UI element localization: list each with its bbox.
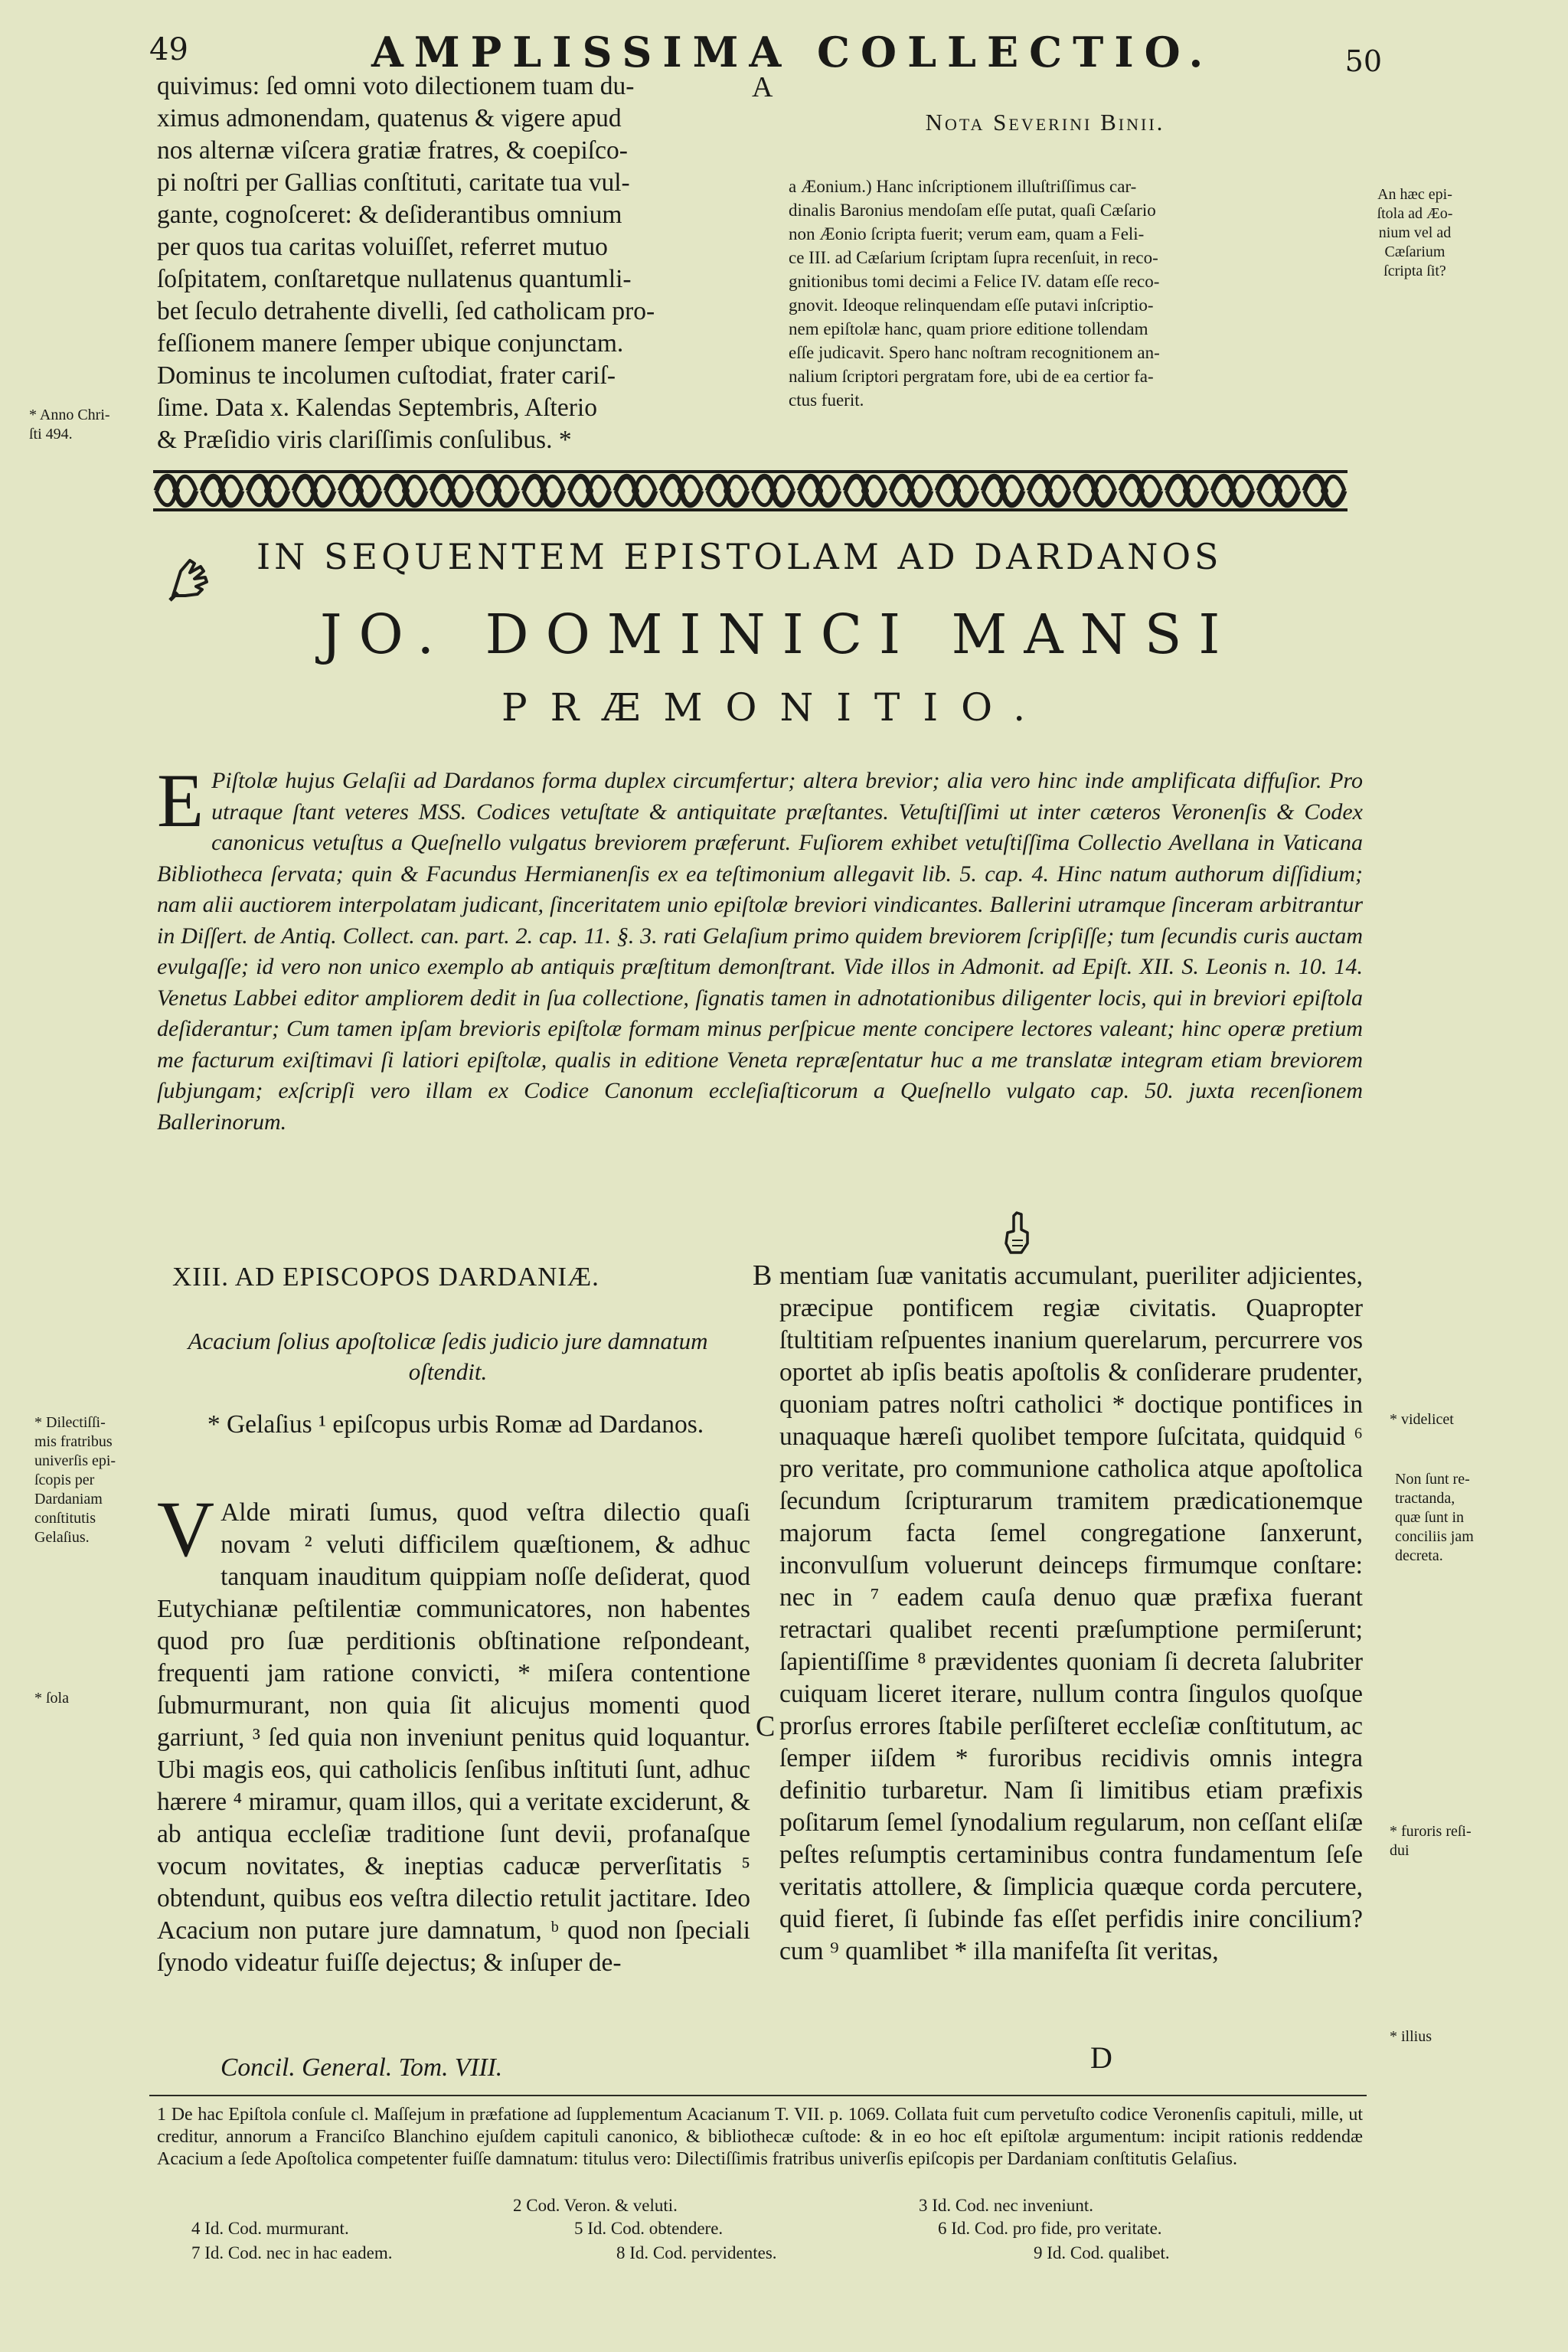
text-line: per quos tua caritas voluiſſet, referret mutuo (157, 233, 608, 261)
title-author: JO. DOMINICI MANSI (320, 603, 1237, 666)
margin-note-illius: * illius (1390, 2028, 1432, 2045)
margin-note-inscription: * Dilectiſſi- mis fratribus univerſis epi- ſcopis per Dardaniam conſtitutis Gelaſius. (34, 1414, 116, 1546)
margin-note-furoris: * furoris reſi- dui (1390, 1823, 1472, 1859)
margin-note-sola: * ſola (34, 1690, 69, 1707)
text-line: feſſionem manere ſemper ubique conjunctam. (157, 329, 624, 358)
hand-ornament-icon (1001, 1210, 1034, 1256)
margin-note-year: * Anno Chri- ſti 494. (29, 407, 110, 443)
text-line: ſoſpitatem, conſtaretque nullatenus quantumli- (157, 265, 632, 293)
ornament-pattern (153, 466, 1348, 516)
ornamental-border (153, 466, 1348, 516)
footnote-6: 6 Id. Cod. pro fide, pro veritate. (938, 2219, 1162, 2238)
nota-heading: Nota Severini Binii. (925, 109, 1165, 136)
footnote-list (168, 2196, 1348, 2272)
footnote-2: 2 Cod. Veron. & veluti. (513, 2196, 678, 2215)
footnote-4: 4 Id. Cod. murmurant. (191, 2219, 349, 2238)
text-line: ximus admonendam, quatenus & vigere apud (157, 104, 622, 132)
praemonitio-paragraph (157, 758, 1363, 1138)
footnote-rule (149, 2095, 1367, 2096)
margin-note-videlicet: * videlicet (1390, 1411, 1454, 1428)
nota-text: a Æonium.) Hanc inſcriptionem illuſtriſſimus car- dinalis Baronius mendoſam eſſe putat, quaſi Cæſario non Æonio ſcripta fuerit; verum eam, quam a Feli- ce III. ad Cæſarium ſcriptam ſupra recenſuit, in reco- gnitionibus tomi decimi a Felice IV. datam eſſe reco- gnovit. Ideoque relinquendam eſſe putavi inſcriptio- nem epiſtolæ hanc, quam priore editione tollendam eſſe judicavit. Spero hanc noſtram recognitionem an- nalium ſcriptori pergratam fore, ubi de ea certior fa- ctus fuerit. (789, 177, 1160, 410)
section-marker-a: A (752, 71, 773, 103)
epistola-left-text: Alde mirati ſumus, quod veſtra dilectio quaſi novam ² veluti difficilem quæſtionem, & adhuc tanquam inauditum quippiam noſſe deſiderat, quod Eutychianæ peſtilentiæ communicatores, non habentes quod pro ſuæ perditionis obſtinatione reſpondeant, frequenti jam ratione convicti, * miſera contentione ſubmurmurant, non quia ſit alicujus momenti quod garriunt, ³ ſed quia non inveniunt penitus quid loquantur. Ubi magis eos, qui catholicis ſenſibus inſtituti ſunt, adhuc hærere ⁴ miramur, quam illos, qui a veritate exciderunt, & ab antiqua eccleſiæ traditione ſunt devii, profanaſque vocum novitates, & ineptias caducæ perverſitatis ⁵ obtendunt, quibus eos veſtra dilectio retulit jactitare. Ideo Acacium non putare jure damnatum, ᵇ quod non ſpeciali ſynodo videatur fuiſſe dejectus; & inſuper de- (157, 1498, 751, 1977)
text-line: & Præſidio viris clariſſimis conſulibus. * (157, 426, 572, 454)
epistola-left-column (157, 1485, 751, 1979)
signature-mark: D (1090, 2040, 1112, 2075)
text-line: Dominus te incolumen cuſtodiat, frater cariſ- (157, 361, 616, 390)
drop-capital: E (157, 758, 204, 843)
catchline-volume: Concil. General. Tom. VIII. (220, 2053, 503, 2082)
epistola-right-text: mentiam ſuæ vanitatis accumulant, pueriliter adjicientes, præcipue pontificem regiæ civitatis. Quapropter ſtultitiam reſpuentes inanium querelarum, percurrere vos oportet ab ipſis beatis apoſtolis & conſiderare prudenter, quoniam patres noſtri catholici * doctique pontifices in unaquaque hæreſi quolibet tempore ſuſcitata, quidquid ⁶ pro veritate, pro communione catholica atque apoſtolica ſecundum ſcripturarum tramitem prædicationemque majorum facta ſemel congregatione ſanxerunt, inconvulſum voluerunt deinceps firmumque conſtare: nec in ⁷ eadem cauſa denuo quæ præfixa fuerant retractari qualibet recenti præſumptione permiſerunt; ſapientiſſime ⁸ prævidentes quoniam ſi decreta ſalubriter cuiquam liceret iterare, nullum contra ſingulos quoſque prorſus errores ſtabile perſiſteret eccleſiæ conſtitutum, ac ſemper iiſdem * furoribus recidivis omnis integra definitio turbaretur. Nam ſi limitibus etiam præfixis poſitarum ſemel ſynodalium regularum, non ceſſant eliſæ peſtes reſumptis certaminibus contra fundamentum ſeſe veritatis attollere, & ſimplicia quæque corda percutere, quid fieret, ſi ſubinde fas eſſet perfidis inire concilium? cum ⁹ quamlibet * illa manifeſta ſit veritas, (779, 1262, 1363, 1965)
section-marker-c: C (756, 1710, 776, 1743)
epistola-heading: XIII. AD EPISCOPOS DARDANIÆ. (172, 1262, 599, 1292)
footnote-5: 5 Id. Cod. obtendere. (574, 2219, 724, 2238)
text-line: pi noſtri per Gallias conſtituti, caritate tua vul- (157, 168, 630, 197)
footnote-8: 8 Id. Cod. pervidentes. (616, 2243, 777, 2262)
page-number-right: 50 (1344, 44, 1382, 78)
section-marker-b: B (753, 1259, 773, 1292)
footnote-9: 9 Id. Cod. qualibet. (1034, 2243, 1170, 2262)
footnote-3: 3 Id. Cod. nec inveniunt. (919, 2196, 1094, 2215)
margin-note-nota: An hæc epi- ſtola ad Æo- nium vel ad Cæſarium ſcripta ſit? (1377, 186, 1453, 279)
footnote-main: 1 De hac Epiſtola conſule cl. Maſſejum in præfatione ad ſupplementum Acacianum T. VII. p. 1069. Collata fuit cum pervetuſto codice Veronenſis capituli, mille, ut creditur, annorum a Franciſco Blanchino ejuſdem capituli canonico, & bibliothecæ cuſtode: & in eo hoc eſt epiſtolæ argumentum: incipit rationis reddendæ Acacium a ſede Apoſtolica competenter fuiſſe damnatum: titulus vero: Dilectiſſimis fratribus univerſis epiſcopis per Dardaniam conſtitutis Gelaſius. (157, 2105, 1363, 2169)
epistola-right-column (779, 1260, 1363, 1968)
praemonitio-text: Piſtolæ hujus Gelaſii ad Dardanos forma duplex circumfertur; altera brevior; alia vero hinc inde amplificata diffuſior. Pro utraque ſtant veteres MSS. Codices vetuſtate & antiquitate præſtantes. Vetuſtiſſimi ut inter cæteros Veronenſis & Codex canonicus vetuſtus a Queſnello vulgatus breviorem præferunt. Fuſiorem exhibet vetuſtiſſima Collectio Avellana in Vaticana Bibliotheca ſervata; quin & Facundus Hermianenſis ex ea teſtimonium allegavit lib. 5. cap. 4. Hinc natum authorum diſſidium; nam alii auctiorem interpolatam judicant, ſinceritatem unio epiſtolæ breviori vindicantes. Ballerini utramque ſinceram arbitrantur in Diſſert. de Antiq. Collect. can. part. 2. cap. 11. §. 3. rati Gelaſium primo quidem breviorem ſcripſiſſe; tum ſecundis curis auctam evulgaſſe; id vero non unico exemplo ab antiquis præſtitum demonſtrant. Vide illos in Admonit. ad Epiſt. XII. S. Leonis n. 10. 14. Venetus Labbei editor ampliorem dedit in ſua collectione, ſignatis tamen in adnotationibus diligenter locis, qui in breviori epiſtola deſiderantur; Cum tamen ipſam brevioris epiſtolæ formam minus perſpicue mente concipere lectores valeant; hinc operæ pretium me facturum exiſtimavi ſi latiori epiſtolæ, qualis in editione Veneta repræſentatur huc a me translatæ integram etiam breviorem ſubjungam; exſcripſi vero illam ex Codice Canonum eccleſiaſticorum a Queſnello vulgato cap. 50. juxta recenſionem Ballerinorum. (157, 768, 1363, 1135)
epistola-salutation: * Gelaſius ¹ epiſcopus urbis Romæ ad Dardanos. (207, 1410, 704, 1439)
title-line-1: IN SEQUENTEM EPISTOLAM AD DARDANOS (256, 536, 1223, 577)
text-line: gante, cognoſceret: & deſiderantibus omnium (157, 201, 622, 229)
page-number-left: 49 (149, 32, 188, 67)
title-praemonitio: PRÆMONITIO. (501, 685, 1049, 730)
epistola-summary: Acacium ſolius apoſtolicæ ſedis judicio jure damnatum oſtendit. (188, 1328, 708, 1385)
text-line: bet ſeculo detrahente divelli, ſed catholicam pro- (157, 297, 655, 325)
margin-note-retractanda: Non ſunt re- tractanda, quæ ſunt in conciliis jam decreta. (1395, 1471, 1474, 1564)
footnote-7: 7 Id. Cod. nec in hac eadem. (191, 2243, 393, 2262)
running-title: AMPLISSIMA COLLECTIO. (371, 28, 1214, 77)
text-line: nos alternæ viſcera gratiæ fratres, & coepiſco- (157, 136, 628, 165)
text-line: quivimus: ſed omni voto dilectionem tuam du- (157, 72, 635, 100)
top-left-column (157, 70, 746, 456)
manicule-icon (167, 550, 213, 605)
text-line: ſime. Data x. Kalendas Septembris, Aſterio (157, 394, 597, 422)
drop-capital-v: V (157, 1485, 215, 1573)
